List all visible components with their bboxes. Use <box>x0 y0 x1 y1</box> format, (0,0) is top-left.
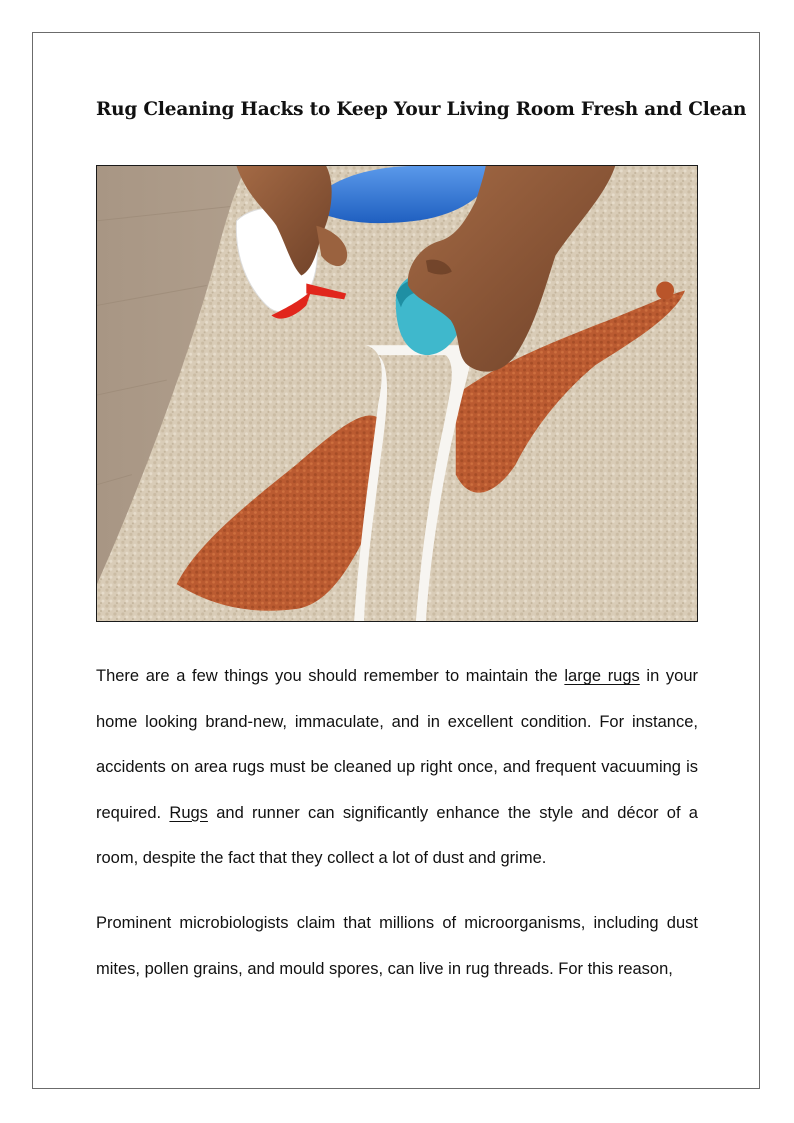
page-title: Rug Cleaning Hacks to Keep Your Living Room Fresh and Clean <box>96 99 747 120</box>
intro-paragraph <box>96 654 698 882</box>
stain-dot <box>656 281 674 299</box>
intro-text-part-3: and runner can significantly enhance the style and décor of a room, despite the fact that they collect a lot of dust and grime. <box>96 803 698 868</box>
intro-text-part-2: in your home looking brand-new, immaculate, and in excellent condition. For instance, accidents on area rugs must be cleaned up right once, and frequent vacuuming is required. <box>96 667 699 822</box>
intro-text-part-1: There are a few things you should remember to maintain the <box>96 667 565 685</box>
microorganisms-paragraph <box>96 901 698 992</box>
rug-cleaning-photo <box>97 166 697 621</box>
hero-image <box>96 165 698 622</box>
rugs-link[interactable]: Rugs <box>169 803 208 822</box>
microorganisms-text: Prominent microbiologists claim that millions of microorganisms, including dust mites, pollen grains, and mould spores, can live in rug threads. For this reason, <box>96 914 698 978</box>
large-rugs-link[interactable]: large rugs <box>564 667 640 685</box>
